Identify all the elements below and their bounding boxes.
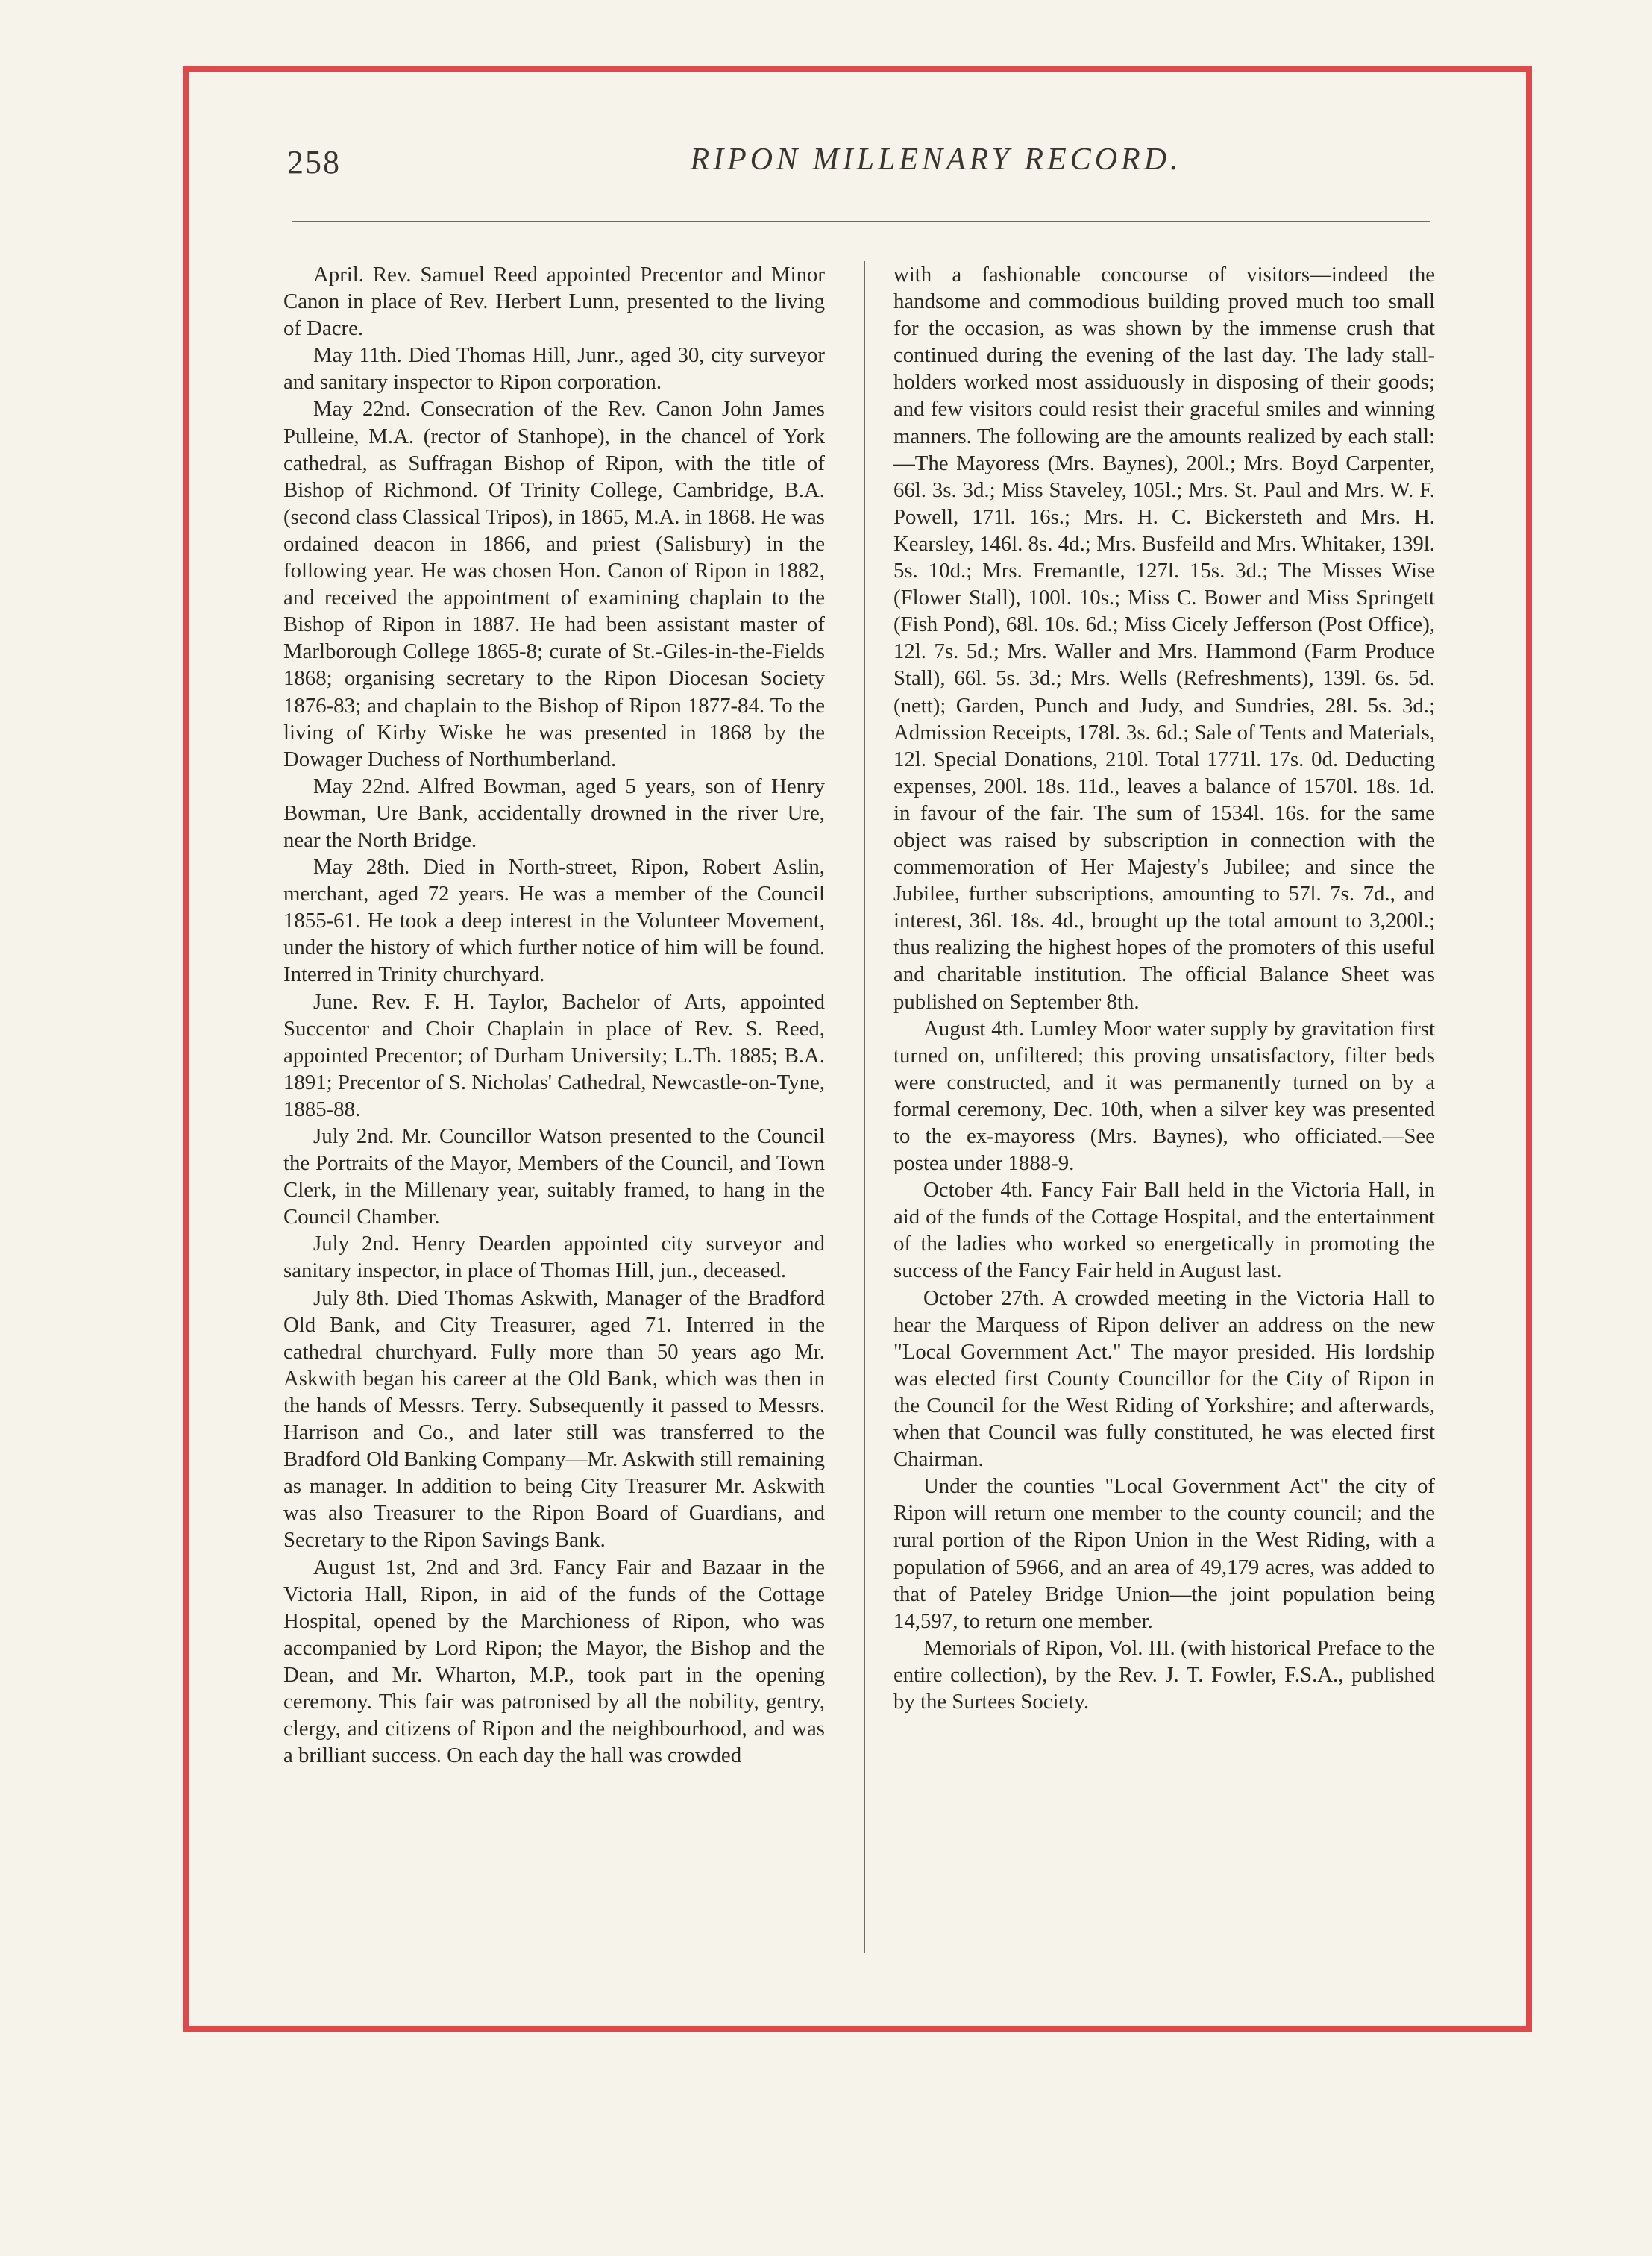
entry-august-fancy-fair: August 1st, 2nd and 3rd. Fancy Fair and Bazaar in the Victoria Hall, Ripon, in aid of the funds of the Cottage Hospital, opened by the Marchioness of Ripon, who was accompanied by Lord Ripon; the Mayor, the Bishop and the Dean, and Mr. Wharton, M.P., took part in the opening ceremony. This fair was patronised by all the nobility, gentry, clergy, and citizens of Ripon and the neighbourhood, and was a brilliant success. On each day the hall was crowded bbox=[283, 1555, 825, 1768]
entry-august-4-water-supply: August 4th. Lumley Moor water supply by gravitation first turned on, unfiltered; this proving unsatisfactory, filter beds were constructed, and it was permanently turned on by a formal ceremony, Dec. 10th, when a silver key was presented to the ex-mayoress (Mrs. Baynes), who officiated.—See postea under 1888-9. bbox=[893, 1016, 1435, 1176]
entry-may-22-bowman: May 22nd. Alfred Bowman, aged 5 years, son of Henry Bowman, Ure Bank, accidentally drowned in the river Ure, near the North Bridge. bbox=[283, 774, 825, 852]
entry-july-8-askwith: July 8th. Died Thomas Askwith, Manager of the Bradford Old Bank, and City Treasurer, aged 71. Interred in the cathedral churchyard. Fully more than 50 years ago Mr. Askwith began his career at the Old Bank, which was then in the hands of Messrs. Terry. Subsequently it passed to Messrs. Harrison and Co., and later still was transferred to the Bradford Old Banking Company—Mr. Askwith still remaining as manager. In addition to being City Treasurer Mr. Askwith was also Treasurer to the Ripon Board of Guardians, and Secretary to the Ripon Savings Bank. bbox=[283, 1285, 825, 1552]
running-title: RIPON MILLENARY RECORD. bbox=[690, 142, 1182, 177]
entry-local-government-act: Under the counties "Local Government Act" the city of Ripon will return one member to the county council; and the rural portion of the Ripon Union in the West Riding, with a population of 5966, and an area of 49,179 acres, was added to that of Pateley Bridge Union—the joint population being 14,597, to return one member. bbox=[893, 1474, 1435, 1633]
entry-july-2-dearden: July 2nd. Henry Dearden appointed city surveyor and sanitary inspector, in place of Thomas Hill, jun., deceased. bbox=[283, 1232, 825, 1283]
page-header bbox=[287, 142, 1428, 187]
page-number: 258 bbox=[287, 144, 341, 181]
header-rule bbox=[292, 221, 1430, 222]
entry-july-2-watson: July 2nd. Mr. Councillor Watson presented to the Council the Portraits of the Mayor, Members of the Council, and Town Clerk, in the Millenary year, suitably framed, to hang in the Council Chamber. bbox=[283, 1124, 825, 1229]
column-divider bbox=[864, 261, 865, 1953]
entry-may-22-pulleine: May 22nd. Consecration of the Rev. Canon John James Pulleine, M.A. (rector of Stanhope), in the chancel of York cathedral, as Suffragan Bishop of Ripon, with the title of Bishop of Richmond. Of Trinity College, Cambridge, B.A. (second class Classical Tripos), in 1865, M.A. in 1868. He was ordained deacon in 1866, and priest (Salisbury) in the following year. He was chosen Hon. Canon of Ripon in 1882, and received the appointment of examining chaplain to the Bishop of Ripon in 1887. He had been assistant master of Marlborough College 1865-8; curate of St.-Giles-in-the-Fields 1868; organising secretary to the Ripon Diocesan Society 1876-83; and chaplain to the Bishop of Ripon 1877-84. To the living of Kirby Wiske he was presented in 1868 by the Dowager Duchess of Northumberland. bbox=[283, 397, 825, 771]
left-column bbox=[283, 261, 825, 1962]
entry-fancy-fair-continuation: with a fashionable concourse of visitors—indeed the handsome and commodious building proved much too small for the occasion, as was shown by the immense crush that continued during the evening of the last day. The lady stall-holders worked most assiduously in disposing of their goods; and few visitors could resist their graceful smiles and winning manners. The following are the amounts realized by each stall:—The Mayoress (Mrs. Baynes), 200l.; Mrs. Boyd Carpenter, 66l. 3s. 3d.; Miss Staveley, 105l.; Mrs. St. Paul and Mrs. W. F. Powell, 171l. 16s.; Mrs. H. C. Bickersteth and Mrs. H. Kearsley, 146l. 8s. 4d.; Mrs. Busfeild and Mrs. Whitaker, 139l. 5s. 10d.; Mrs. Fremantle, 127l. 15s. 3d.; The Misses Wise (Flower Stall), 100l. 10s.; Miss C. Bower and Miss Springett (Fish Pond), 68l. 10s. 6d.; Miss Cicely Jefferson (Post Office), 12l. 7s. 5d.; Mrs. Waller and Mrs. Hammond (Farm Produce Stall), 66l. 5s. 3d.; Mrs. Wells (Refreshments), 139l. 6s. 5d. (nett); Garden, Punch and Judy, and Sundries, 28l. 5s. 3d.; Admission Receipts, 178l. 3s. 6d.; Sale of Tents and Materials, 12l. Special Donations, 210l. Total 1771l. 17s. 0d. Deducting expenses, 200l. 18s. 11d., leaves a balance of 1570l. 18s. 1d. in favour of the fair. The sum of 1534l. 16s. for the same object was raised by subscription in connection with the commemoration of Her Majesty's Jubilee; and since the Jubilee, further subscriptions, amounting to 57l. 7s. 7d., and interest, 36l. 18s. 4d., brought up the total amount to 3,200l.; thus realizing the highest hopes of the promoters of this useful and charitable institution. The official Balance Sheet was published on September 8th. bbox=[893, 263, 1435, 1014]
right-column bbox=[893, 261, 1435, 1962]
entry-october-4-ball: October 4th. Fancy Fair Ball held in the Victoria Hall, in aid of the funds of the Cottage Hospital, and the entertainment of the ladies who worked so energetically in promoting the success of the Fancy Fair held in August last. bbox=[893, 1178, 1435, 1283]
entry-october-27-meeting: October 27th. A crowded meeting in the Victoria Hall to hear the Marquess of Ripon deliver an address on the new "Local Government Act." The mayor presided. His lordship was elected first County Councillor for the City of Ripon in the Council for the West Riding of Yorkshire; and afterwards, when that Council was fully constituted, he was elected first Chairman. bbox=[893, 1285, 1435, 1472]
entry-may-28-aslin: May 28th. Died in North-street, Ripon, Robert Aslin, merchant, aged 72 years. He was a member of the Council 1855-61. He took a deep interest in the Volunteer Movement, under the history of which further notice of him will be found. Interred in Trinity churchyard. bbox=[283, 855, 825, 987]
entry-memorials-of-ripon: Memorials of Ripon, Vol. III. (with historical Preface to the entire collection), by the Rev. J. T. Fowler, F.S.A., published by the Surtees Society. bbox=[893, 1635, 1435, 1714]
entry-june-taylor: June. Rev. F. H. Taylor, Bachelor of Arts, appointed Succentor and Choir Chaplain in place of Rev. S. Reed, appointed Precentor; of Durham University; L.Th. 1885; B.A. 1891; Precentor of S. Nicholas' Cathedral, Newcastle-on-Tyne, 1885-88. bbox=[283, 989, 825, 1121]
entry-april-reed: April. Rev. Samuel Reed appointed Precentor and Minor Canon in place of Rev. Herbert Lunn, presented to the living of Dacre. bbox=[283, 263, 825, 341]
entry-may-11-hill: May 11th. Died Thomas Hill, Junr., aged 30, city surveyor and sanitary inspector to Ripon corporation. bbox=[283, 343, 825, 395]
